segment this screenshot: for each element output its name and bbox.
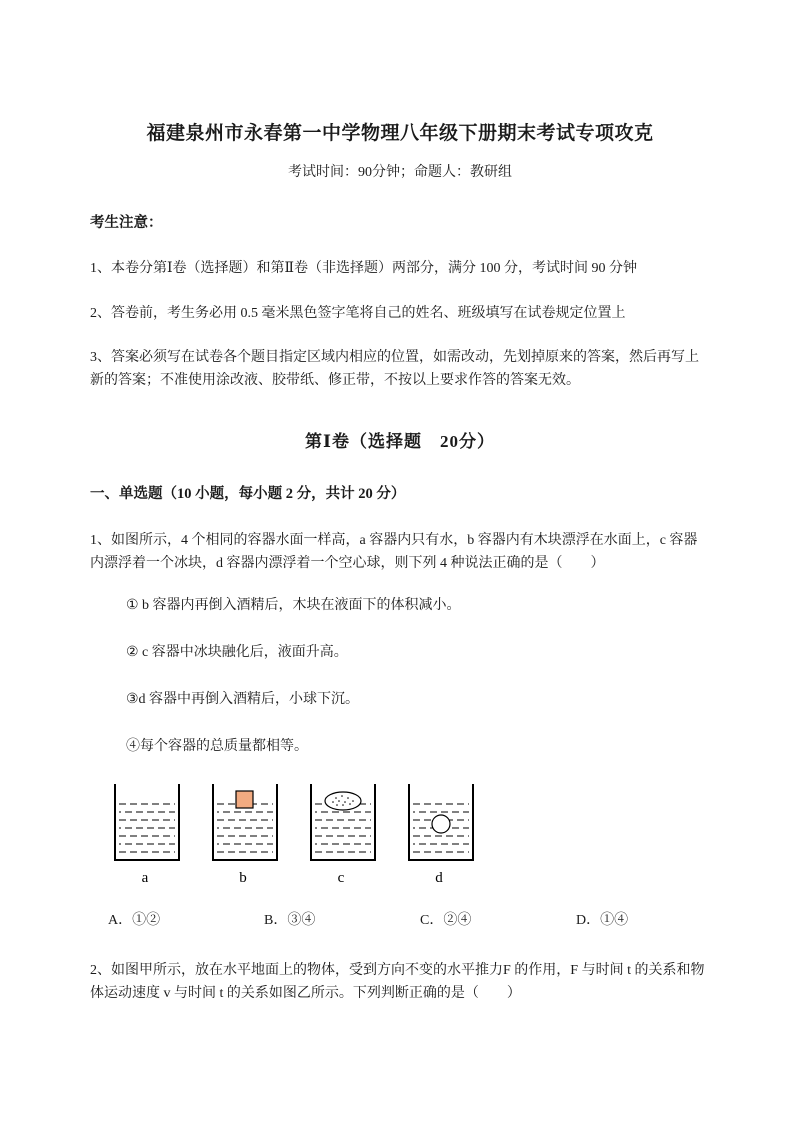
notice-item-2: 2、答卷前，考生务必用 0.5 毫米黑色签字笔将自己的姓名、班级填写在试卷规定位置上 [90, 305, 626, 321]
subsection-heading: 一、单选题（10 小题，每小题 2 分，共计 20 分） [90, 485, 406, 502]
hollow-ball [432, 815, 450, 833]
option-a: A．①② [108, 912, 161, 928]
container-a-label: a [141, 869, 149, 886]
notice-item-1: 1、本卷分第Ⅰ卷（选择题）和第Ⅱ卷（非选择题）两部分，满分 100 分，考试时间 90 分钟 [90, 261, 638, 276]
container-c [310, 784, 376, 886]
option-b: B．③④ [264, 912, 316, 928]
question-1-statement-2: ② c 容器中冰块融化后，液面升高。 [126, 644, 348, 660]
question-1-figure [114, 783, 710, 889]
notice-heading: 考生注意： [90, 215, 163, 231]
notice-item-3: 3、答案必须写在试卷各个题目指定区域内相应的位置，如需改动，先划掉原来的答案，然后再写上新的答案；不准使用涂改液、胶带纸、修正带，不按以上要求作答的答案无效。 [90, 350, 699, 389]
question-1-text: 1、如图所示，4 个相同的容器水面一样高，a 容器内只有水，b 容器内有木块漂浮在水面上，c 容器内漂浮着一个冰块，d 容器内漂浮着一个空心球，则下列 4 种说法正确的是（ ） [90, 532, 698, 571]
containers-illustration [114, 783, 506, 889]
container-b-label: b [239, 869, 247, 886]
container-d-label: d [435, 869, 443, 886]
ice-block [325, 792, 361, 810]
container-a [114, 784, 180, 886]
section-heading: 第Ⅰ卷（选择题 20分） [305, 431, 495, 451]
container-c-label: c [337, 869, 345, 886]
question-1-statement-3: ③d 容器中再倒入酒精后，小球下沉。 [126, 691, 360, 707]
container-d [408, 784, 474, 886]
container-b [212, 784, 278, 886]
question-2-text: 2、如图甲所示，放在水平地面上的物体，受到方向不变的水平推力F 的作用，F 与时间 t 的关系和物体运动速度 v 与时间 t 的关系如图乙所示。下列判断正确的是（ ） [90, 962, 705, 1001]
option-d: D．①④ [576, 912, 629, 928]
wood-block [236, 791, 253, 808]
page-title: 福建泉州市永春第一中学物理八年级下册期末考试专项攻克 [146, 123, 654, 144]
option-c: C．②④ [420, 912, 472, 928]
question-1-statement-4: ④每个容器的总质量都相等。 [126, 738, 308, 754]
question-1-options [90, 909, 710, 929]
question-1-statement-1: ① b 容器内再倒入酒精后，木块在液面下的体积减小。 [126, 597, 461, 613]
exam-meta: 考试时间：90分钟；命题人：教研组 [288, 165, 512, 180]
